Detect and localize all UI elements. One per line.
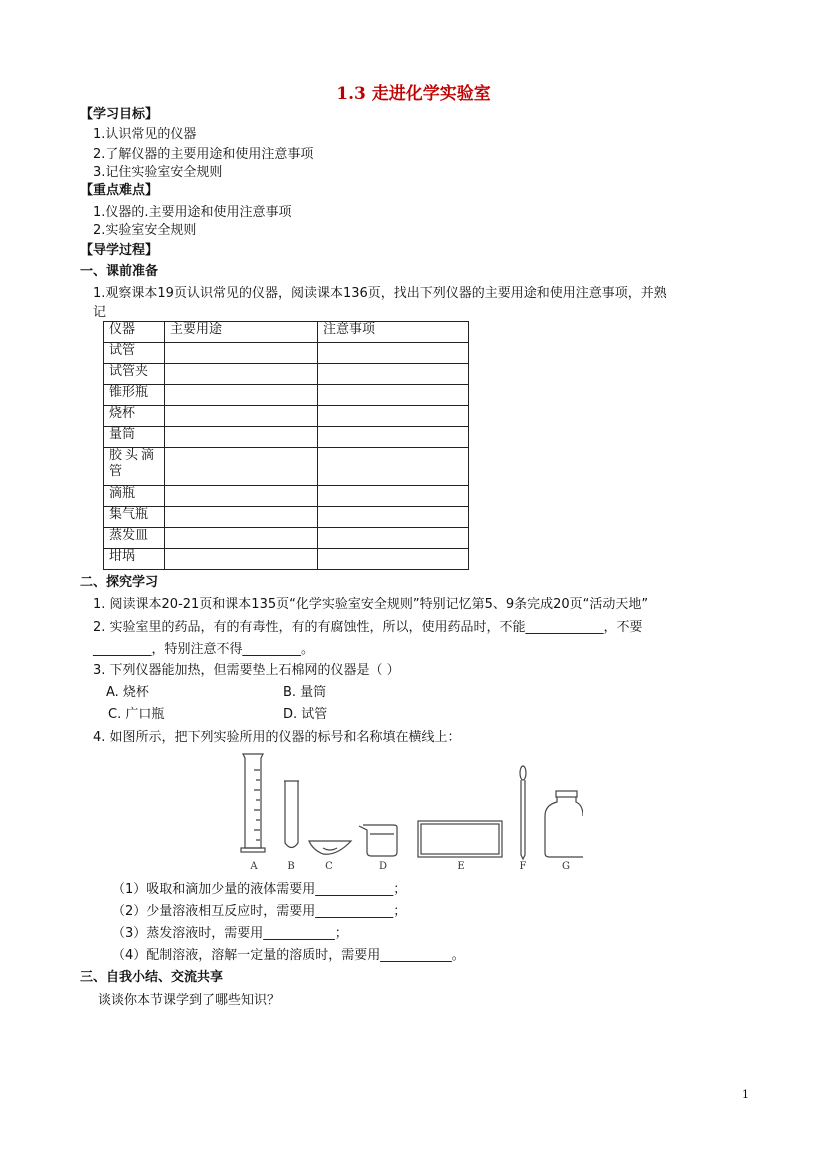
table-cell-usage[interactable] (165, 385, 318, 406)
table-cell-instrument: 滴瓶 (104, 486, 165, 507)
table-cell-instrument: 试管 (104, 343, 165, 364)
table-header: 主要用途 (165, 322, 318, 343)
figure-label-a: A (250, 861, 258, 872)
table-cell-usage[interactable] (165, 528, 318, 549)
fill-in-item: （3）蒸发溶液时，需要用___________； (112, 926, 348, 941)
table-row (104, 486, 469, 507)
option-a: A. 烧杯 (106, 685, 149, 700)
figure-label-e: E (457, 861, 465, 872)
table-row (104, 528, 469, 549)
goal-item: 3.记住实验室安全规则 (93, 165, 223, 180)
section2-heading: 二、探究学习 (80, 575, 159, 590)
goal-item: 2.了解仪器的主要用途和使用注意事项 (93, 147, 314, 162)
page-title: 1.3 走进化学实验室 (336, 84, 491, 104)
goals-heading: 【学习目标】 (80, 107, 159, 122)
table-row (104, 427, 469, 448)
figure-label-d: D (378, 861, 388, 872)
figure-label-c: C (325, 861, 333, 872)
reagent-bottle-icon (545, 791, 583, 857)
test-tube-icon (284, 781, 299, 848)
table-cell-notes[interactable] (318, 507, 469, 528)
dropper-icon (520, 766, 526, 859)
table-header: 注意事项 (318, 322, 469, 343)
table-cell-notes[interactable] (318, 448, 469, 486)
section1-heading: 一、课前准备 (80, 264, 159, 279)
table-cell-instrument: 坩埚 (104, 549, 165, 570)
table-cell-notes[interactable] (318, 427, 469, 448)
figure-label-g: G (562, 861, 570, 872)
page-number: 1 (742, 1088, 749, 1101)
graduated-cylinder-icon (241, 754, 265, 852)
table-row (104, 385, 469, 406)
table-header: 仪器 (104, 322, 165, 343)
table-cell-instrument: 烧杯 (104, 406, 165, 427)
table-cell-instrument: 试管夹 (104, 364, 165, 385)
section3-heading: 三、自我小结、交流共享 (80, 970, 224, 985)
option-c: C. 广口瓶 (108, 707, 165, 722)
keypoint-item: 1.仪器的.主要用途和使用注意事项 (93, 205, 292, 220)
table-header-row (104, 322, 469, 343)
table-cell-instrument: 量筒 (104, 427, 165, 448)
figure-label-b: B (287, 861, 295, 872)
table-cell-usage[interactable] (165, 448, 318, 486)
table-cell-notes[interactable] (318, 364, 469, 385)
apparatus-figure (233, 750, 583, 875)
table-cell-notes[interactable] (318, 385, 469, 406)
table-cell-usage[interactable] (165, 549, 318, 570)
goal-item: 1.认识常见的仪器 (93, 127, 197, 142)
table-cell-usage[interactable] (165, 486, 318, 507)
beaker-icon (359, 825, 397, 856)
option-d: D. 试管 (283, 707, 328, 722)
table-row (104, 448, 469, 486)
table-cell-notes[interactable] (318, 343, 469, 364)
fill-in-item: （2）少量溶液相互反应时，需要用____________； (112, 904, 407, 919)
fill-in-item: （4）配制溶液，溶解一定量的溶质时，需要用___________。 (112, 948, 465, 963)
fill-in-item: （1）吸取和滴加少量的液体需要用____________； (112, 882, 407, 897)
table-cell-usage[interactable] (165, 343, 318, 364)
figure-label-f: F (519, 861, 527, 872)
question-text: _________，特别注意不得_________。 (93, 642, 315, 657)
table-row (104, 549, 469, 570)
keypoints-heading: 【重点难点】 (80, 183, 159, 198)
table-row (104, 406, 469, 427)
table-cell-instrument: 蒸发皿 (104, 528, 165, 549)
table-cell-usage[interactable] (165, 406, 318, 427)
question-text: 1. 阅读课本20-21页和课本135页“化学实验室安全规则”特别记忆第5、9条完成20页“活动天地” (93, 597, 649, 612)
table-cell-usage[interactable] (165, 427, 318, 448)
summary-prompt: 谈谈你本节课学到了哪些知识？ (98, 993, 281, 1008)
table-cell-instrument: 集气瓶 (104, 507, 165, 528)
table-row (104, 364, 469, 385)
option-b: B. 量筒 (283, 685, 327, 700)
tray-icon (418, 821, 502, 857)
question-text: 1.观察课本19页认识常见的仪器，阅读课本136页，找出下列仪器的主要用途和使用注意事项，并熟 (93, 286, 667, 301)
table-row (104, 343, 469, 364)
keypoint-item: 2.实验室安全规则 (93, 223, 197, 238)
question-text: 4. 如图所示，把下列实验所用的仪器的标号和名称填在横线上： (93, 730, 461, 745)
table-cell-notes[interactable] (318, 528, 469, 549)
question-text: 3. 下列仪器能加热，但需要垫上石棉网的仪器是（ ） (93, 663, 400, 678)
question-text: 2. 实验室里的药品，有的有毒性，有的有腐蚀性，所以，使用药品时，不能____________，不要 (93, 620, 643, 635)
table-cell-usage[interactable] (165, 507, 318, 528)
table-cell-usage[interactable] (165, 364, 318, 385)
instrument-table (103, 321, 469, 570)
table-row (104, 507, 469, 528)
process-heading: 【导学过程】 (80, 243, 159, 258)
table-cell-instrument: 胶头滴管 (104, 448, 165, 486)
table-cell-notes[interactable] (318, 486, 469, 507)
table-cell-notes[interactable] (318, 406, 469, 427)
table-cell-instrument: 锥形瓶 (104, 385, 165, 406)
evaporating-dish-icon (309, 841, 351, 854)
question-text: 记 (93, 305, 107, 320)
table-cell-notes[interactable] (318, 549, 469, 570)
